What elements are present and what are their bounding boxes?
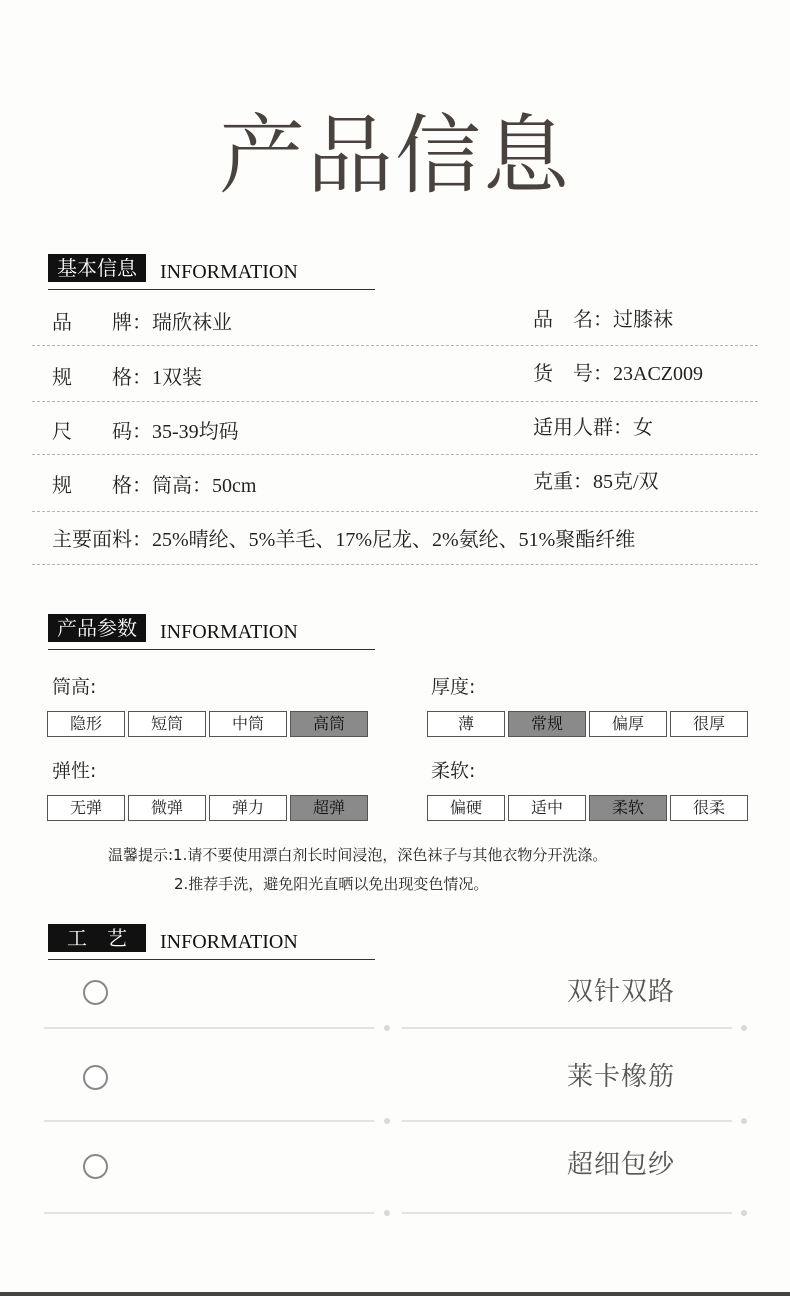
circle-icon xyxy=(83,1065,108,1090)
divider xyxy=(32,454,758,455)
param-option: 很厚 xyxy=(670,711,748,737)
section-header-basic xyxy=(48,254,375,290)
divider xyxy=(402,1027,732,1029)
care-tip-1: 温馨提示:1.请不要使用漂白剂长时间浸泡，深色袜子与其他衣物分开洗涤。 xyxy=(108,846,608,864)
param-option: 短筒 xyxy=(128,711,206,737)
care-tip-2: 2.推荐手洗，避免阳光直晒以免出现变色情况。 xyxy=(174,875,489,893)
section-subtitle: INFORMATION xyxy=(160,261,298,283)
param-options-thickness xyxy=(427,711,748,737)
page-title: 产品信息 xyxy=(219,106,571,206)
dot-icon xyxy=(384,1118,390,1124)
section-header-craft xyxy=(48,924,375,960)
param-option: 常规 xyxy=(508,711,586,737)
param-option: 弹力 xyxy=(209,795,287,821)
param-label-thickness: 厚度: xyxy=(431,676,476,698)
param-option: 中筒 xyxy=(209,711,287,737)
craft-item: 双针双路 xyxy=(567,977,676,1007)
section-tag: 工 艺 xyxy=(48,924,146,952)
param-option: 适中 xyxy=(508,795,586,821)
param-label-elasticity: 弹性: xyxy=(52,760,97,782)
info-weight: 克重：85克/双 xyxy=(533,471,659,493)
section-header-params xyxy=(48,614,375,650)
divider xyxy=(44,1027,374,1029)
dot-icon xyxy=(384,1210,390,1216)
param-label-softness: 柔软: xyxy=(431,760,476,782)
param-options-softness xyxy=(427,795,748,821)
param-option: 微弹 xyxy=(128,795,206,821)
dot-icon xyxy=(384,1025,390,1031)
divider xyxy=(32,511,758,512)
param-option: 无弹 xyxy=(47,795,125,821)
craft-item: 莱卡橡筋 xyxy=(567,1062,676,1092)
craft-item: 超细包纱 xyxy=(567,1150,676,1180)
section-tag: 产品参数 xyxy=(48,614,146,642)
info-item-number: 货 号：23ACZ009 xyxy=(533,363,703,385)
divider xyxy=(32,564,758,565)
param-option: 很柔 xyxy=(670,795,748,821)
info-target-group: 适用人群：女 xyxy=(533,417,653,439)
info-spec: 规 格：1双装 xyxy=(52,367,202,389)
param-option: 高筒 xyxy=(290,711,368,737)
param-option: 偏厚 xyxy=(589,711,667,737)
info-height: 规 格：筒高：50cm xyxy=(52,475,257,497)
param-options-height xyxy=(47,711,368,737)
param-option: 超弹 xyxy=(290,795,368,821)
info-material: 主要面料：25%晴纶、5%羊毛、17%尼龙、2%氨纶、51%聚酯纤维 xyxy=(52,529,636,551)
param-option: 柔软 xyxy=(589,795,667,821)
section-tag: 基本信息 xyxy=(48,254,146,282)
section-subtitle: INFORMATION xyxy=(160,621,298,643)
divider xyxy=(402,1212,732,1214)
dot-icon xyxy=(741,1210,747,1216)
dot-icon xyxy=(741,1118,747,1124)
divider xyxy=(32,345,758,346)
param-option: 偏硬 xyxy=(427,795,505,821)
param-option: 隐形 xyxy=(47,711,125,737)
info-product-name: 品 名：过膝袜 xyxy=(533,309,673,331)
section-subtitle: INFORMATION xyxy=(160,931,298,953)
bottom-border xyxy=(0,1292,790,1296)
circle-icon xyxy=(83,1154,108,1179)
divider xyxy=(32,401,758,402)
param-options-elasticity xyxy=(47,795,368,821)
circle-icon xyxy=(83,980,108,1005)
dot-icon xyxy=(741,1025,747,1031)
info-brand: 品 牌：瑞欣袜业 xyxy=(52,312,232,334)
divider xyxy=(44,1212,374,1214)
info-size: 尺 码：35-39均码 xyxy=(52,421,239,443)
param-label-height: 筒高: xyxy=(52,676,97,698)
divider xyxy=(402,1120,732,1122)
param-option: 薄 xyxy=(427,711,505,737)
divider xyxy=(44,1120,374,1122)
